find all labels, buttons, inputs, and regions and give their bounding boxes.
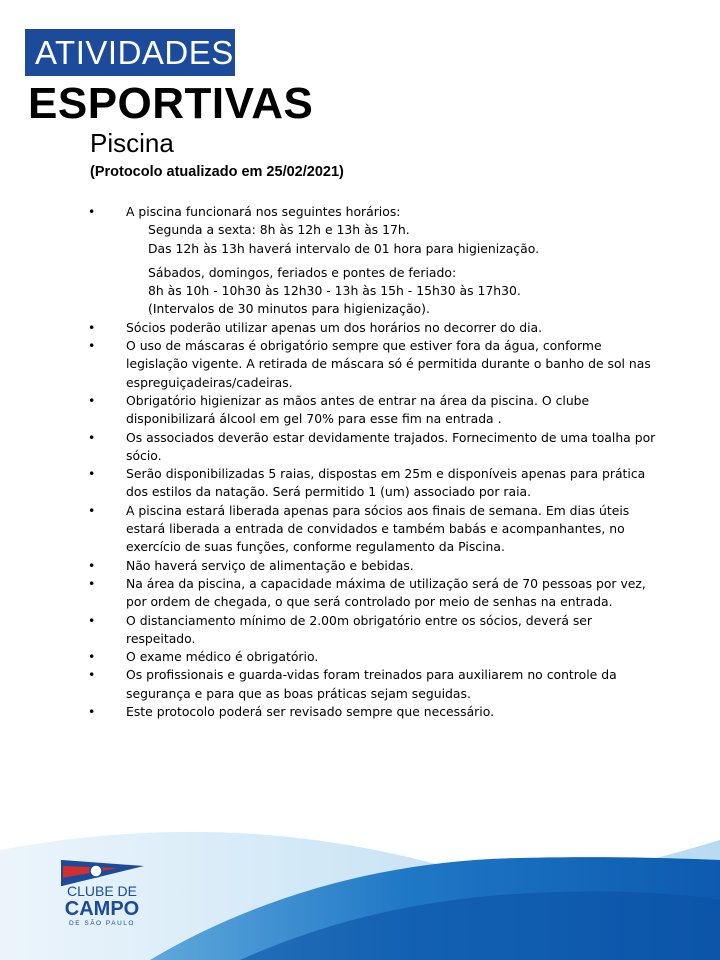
schedule-weekdays-1: Segunda a sexta: 8h às 12h e 13h às 17h. — [148, 222, 410, 238]
bullet-icon: • — [88, 612, 96, 628]
list-item — [88, 575, 658, 612]
bullet-icon: • — [88, 502, 96, 518]
list-item — [88, 465, 658, 502]
list-item — [88, 648, 658, 666]
list-item-text: Este protocolo poderá ser revisado sempre que necessário. — [126, 704, 495, 720]
schedule-weekend-1: Sábados, domingos, feriados e pontes de feriado: — [148, 264, 457, 280]
list-item-text: A piscina funcionará nos seguintes horários: — [126, 204, 401, 219]
list-item — [88, 337, 658, 392]
bullet-icon: • — [88, 319, 96, 335]
list-item-text: Na área da piscina, a capacidade máxima de utilização será de 70 pessoas por vez, por ordem de chegada, o que será controlado por meio de senhas na entrada. — [126, 575, 646, 610]
bullet-icon: • — [88, 667, 96, 683]
list-item-text: O distanciamento mínimo de 2.00m obrigatório entre os sócios, deverá ser respeitado. — [126, 612, 593, 646]
logo-line3: DE SÃO PAULO — [69, 920, 135, 927]
list-item — [88, 429, 658, 466]
protocol-date: (Protocolo atualizado em 25/02/2021) — [90, 164, 344, 180]
list-item-text: A piscina estará liberada apenas para sócios aos finais de semana. Em dias úteis estará liberada a entrada de convidados e também babás e acompanhantes, no exercício de suas funções, conforme regulamento da Piscina. — [126, 502, 630, 555]
page-title: ESPORTIVAS — [28, 79, 314, 128]
bullet-icon: • — [88, 466, 96, 482]
list-item-text: Serão disponibilizadas 5 raias, dispostas em 25m e disponíveis apenas para prática dos estilos da natação. Será permitido 1 (um) associado por raia. — [126, 466, 646, 500]
bullet-icon: • — [88, 338, 96, 354]
schedule-weekend-2: 8h às 10h - 10h30 às 12h30 - 13h às 15h - 15h30 às 17h30. — [148, 283, 521, 299]
bullet-icon: • — [88, 429, 96, 445]
list-item — [88, 392, 658, 429]
list-item-text: Não haverá serviço de alimentação e bebidas. — [126, 557, 414, 573]
logo-line1: CLUBE DE — [66, 883, 138, 899]
list-item-text: O exame médico é obrigatório. — [126, 649, 319, 665]
list-item — [88, 703, 658, 721]
bullet-icon: • — [88, 649, 96, 665]
list-item — [88, 666, 658, 703]
list-item — [88, 203, 658, 221]
badge-text: ATIVIDADES — [35, 34, 234, 71]
page-subtitle: Piscina — [90, 128, 174, 158]
rules-list — [88, 203, 658, 721]
bullet-icon: • — [88, 392, 96, 408]
bullet-icon: • — [88, 204, 96, 219]
bullet-icon: • — [88, 575, 96, 591]
list-item — [88, 319, 658, 337]
list-item — [88, 557, 658, 575]
list-item-text: Obrigatório higienizar as mãos antes de entrar na área da piscina. O clube disponibilizará álcool em gel 70% para esse fim na entrada . — [126, 392, 590, 427]
schedule-weekdays-2: Das 12h às 13h haverá intervalo de 01 hora para higienização. — [148, 240, 540, 256]
header-badge — [25, 29, 235, 76]
list-item-text: Sócios poderão utilizar apenas um dos horários no decorrer do dia. — [126, 319, 543, 335]
list-item — [88, 612, 658, 649]
list-item — [88, 502, 658, 557]
schedule-weekend-3: (Intervalos de 30 minutos para higienização). — [148, 301, 430, 317]
list-item-text: Os profissionais e guarda-vidas foram treinados para auxiliarem no controle da segurança e para que as boas práticas sejam seguidas. — [126, 667, 617, 701]
bullet-icon: • — [88, 557, 96, 573]
list-item-text: O uso de máscaras é obrigatório sempre que estiver fora da água, conforme legislação vigente. A retirada de máscara só é permitida durante o banho de sol nas espreguiçadeiras/cadeiras. — [126, 338, 651, 390]
list-item-text: Os associados deverão estar devidamente trajados. Fornecimento de uma toalha por sócio. — [126, 429, 656, 463]
bullet-icon: • — [88, 704, 96, 720]
logo-line2: CAMPO — [64, 898, 140, 920]
